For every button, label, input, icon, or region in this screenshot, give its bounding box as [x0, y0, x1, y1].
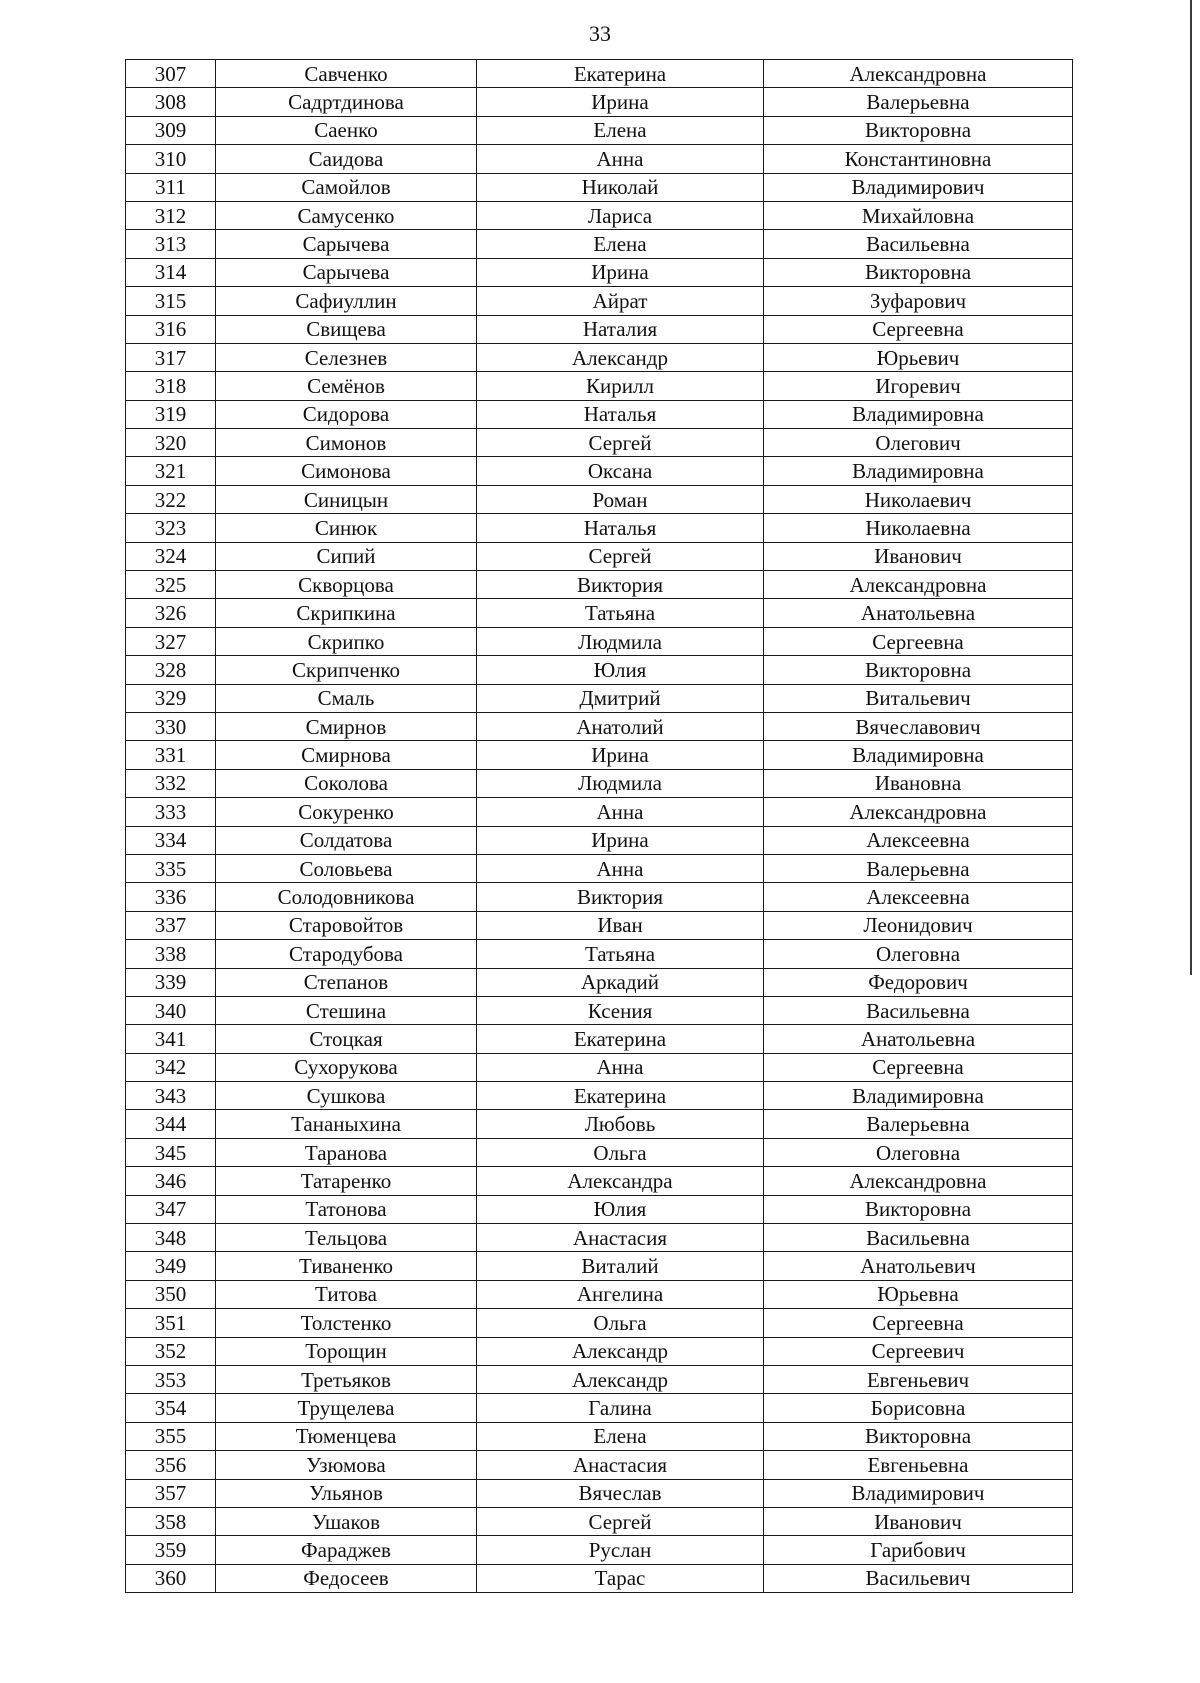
last-name-cell: Сарычева: [216, 258, 477, 286]
table-row: [126, 1110, 1073, 1138]
table-row: [126, 599, 1073, 627]
patronymic-cell: Юрьевна: [764, 1280, 1073, 1308]
row-number-cell: 316: [126, 315, 216, 343]
patronymic-cell: Валерьевна: [764, 854, 1073, 882]
row-number-cell: 348: [126, 1224, 216, 1252]
table-row: [126, 1564, 1073, 1592]
patronymic-cell: Анатольевна: [764, 1025, 1073, 1053]
last-name-cell: Скрипко: [216, 627, 477, 655]
last-name-cell: Сарычева: [216, 230, 477, 258]
table-row: [126, 173, 1073, 201]
last-name-cell: Узюмова: [216, 1451, 477, 1479]
first-name-cell: Татьяна: [477, 599, 764, 627]
table-row: [126, 230, 1073, 258]
table-row: [126, 343, 1073, 371]
last-name-cell: Татаренко: [216, 1167, 477, 1195]
patronymic-cell: Валерьевна: [764, 88, 1073, 116]
roster-body: [126, 60, 1073, 1593]
patronymic-cell: Николаевна: [764, 514, 1073, 542]
page-number: 33: [589, 21, 611, 46]
table-row: [126, 1365, 1073, 1393]
patronymic-cell: Евгеньевич: [764, 1365, 1073, 1393]
row-number-cell: 339: [126, 968, 216, 996]
table-row: [126, 88, 1073, 116]
patronymic-cell: Ивановна: [764, 769, 1073, 797]
row-number-cell: 329: [126, 684, 216, 712]
row-number-cell: 333: [126, 798, 216, 826]
row-number-cell: 344: [126, 1110, 216, 1138]
last-name-cell: Татонова: [216, 1195, 477, 1223]
first-name-cell: Иван: [477, 911, 764, 939]
last-name-cell: Садртдинова: [216, 88, 477, 116]
table-row: [126, 514, 1073, 542]
last-name-cell: Сушкова: [216, 1082, 477, 1110]
table-row: [126, 315, 1073, 343]
patronymic-cell: Владимировна: [764, 400, 1073, 428]
row-number-cell: 334: [126, 826, 216, 854]
first-name-cell: Вячеслав: [477, 1479, 764, 1507]
last-name-cell: Саенко: [216, 116, 477, 144]
first-name-cell: Виктория: [477, 883, 764, 911]
row-number-cell: 314: [126, 258, 216, 286]
patronymic-cell: Игоревич: [764, 372, 1073, 400]
first-name-cell: Виталий: [477, 1252, 764, 1280]
last-name-cell: Старовойтов: [216, 911, 477, 939]
table-row: [126, 968, 1073, 996]
first-name-cell: Александр: [477, 1337, 764, 1365]
last-name-cell: Смирнов: [216, 712, 477, 740]
first-name-cell: Наталья: [477, 400, 764, 428]
first-name-cell: Юлия: [477, 1195, 764, 1223]
last-name-cell: Самойлов: [216, 173, 477, 201]
scan-edge-line: [1190, 0, 1192, 975]
row-number-cell: 351: [126, 1309, 216, 1337]
patronymic-cell: Олеговна: [764, 940, 1073, 968]
row-number-cell: 321: [126, 457, 216, 485]
last-name-cell: Селезнев: [216, 343, 477, 371]
patronymic-cell: Борисовна: [764, 1394, 1073, 1422]
last-name-cell: Скворцова: [216, 571, 477, 599]
first-name-cell: Кирилл: [477, 372, 764, 400]
first-name-cell: Анатолий: [477, 712, 764, 740]
row-number-cell: 327: [126, 627, 216, 655]
patronymic-cell: Сергеевна: [764, 1053, 1073, 1081]
table-row: [126, 1422, 1073, 1450]
last-name-cell: Синицын: [216, 485, 477, 513]
row-number-cell: 349: [126, 1252, 216, 1280]
first-name-cell: Дмитрий: [477, 684, 764, 712]
table-row: [126, 1536, 1073, 1564]
row-number-cell: 338: [126, 940, 216, 968]
first-name-cell: Сергей: [477, 542, 764, 570]
row-number-cell: 325: [126, 571, 216, 599]
last-name-cell: Солдатова: [216, 826, 477, 854]
first-name-cell: Лариса: [477, 201, 764, 229]
last-name-cell: Таранова: [216, 1138, 477, 1166]
table-row: [126, 798, 1073, 826]
patronymic-cell: Витальевич: [764, 684, 1073, 712]
last-name-cell: Федосеев: [216, 1564, 477, 1592]
last-name-cell: Стешина: [216, 996, 477, 1024]
last-name-cell: Соколова: [216, 769, 477, 797]
table-row: [126, 911, 1073, 939]
row-number-cell: 319: [126, 400, 216, 428]
first-name-cell: Оксана: [477, 457, 764, 485]
first-name-cell: Любовь: [477, 1110, 764, 1138]
row-number-cell: 323: [126, 514, 216, 542]
row-number-cell: 343: [126, 1082, 216, 1110]
row-number-cell: 320: [126, 429, 216, 457]
patronymic-cell: Викторовна: [764, 1422, 1073, 1450]
row-number-cell: 331: [126, 741, 216, 769]
row-number-cell: 358: [126, 1507, 216, 1535]
row-number-cell: 347: [126, 1195, 216, 1223]
roster-table: [125, 59, 1073, 1593]
patronymic-cell: Алексеевна: [764, 883, 1073, 911]
table-row: [126, 201, 1073, 229]
patronymic-cell: Сергеевна: [764, 1309, 1073, 1337]
first-name-cell: Александр: [477, 1365, 764, 1393]
row-number-cell: 359: [126, 1536, 216, 1564]
last-name-cell: Трущелева: [216, 1394, 477, 1422]
last-name-cell: Сафиуллин: [216, 287, 477, 315]
last-name-cell: Тиваненко: [216, 1252, 477, 1280]
last-name-cell: Толстенко: [216, 1309, 477, 1337]
table-row: [126, 826, 1073, 854]
last-name-cell: Сидорова: [216, 400, 477, 428]
last-name-cell: Ушаков: [216, 1507, 477, 1535]
row-number-cell: 354: [126, 1394, 216, 1422]
last-name-cell: Скрипкина: [216, 599, 477, 627]
patronymic-cell: Вячеславович: [764, 712, 1073, 740]
row-number-cell: 356: [126, 1451, 216, 1479]
first-name-cell: Николай: [477, 173, 764, 201]
table-row: [126, 372, 1073, 400]
patronymic-cell: Викторовна: [764, 116, 1073, 144]
first-name-cell: Ксения: [477, 996, 764, 1024]
row-number-cell: 357: [126, 1479, 216, 1507]
patronymic-cell: Михайловна: [764, 201, 1073, 229]
patronymic-cell: Алексеевна: [764, 826, 1073, 854]
last-name-cell: Солодовникова: [216, 883, 477, 911]
first-name-cell: Наталия: [477, 315, 764, 343]
table-row: [126, 1394, 1073, 1422]
patronymic-cell: Юрьевич: [764, 343, 1073, 371]
last-name-cell: Савченко: [216, 60, 477, 88]
last-name-cell: Смаль: [216, 684, 477, 712]
table-row: [126, 996, 1073, 1024]
first-name-cell: Анна: [477, 145, 764, 173]
table-row: [126, 1252, 1073, 1280]
row-number-cell: 335: [126, 854, 216, 882]
table-row: [126, 258, 1073, 286]
patronymic-cell: Федорович: [764, 968, 1073, 996]
last-name-cell: Соловьева: [216, 854, 477, 882]
last-name-cell: Синюк: [216, 514, 477, 542]
patronymic-cell: Иванович: [764, 542, 1073, 570]
first-name-cell: Сергей: [477, 1507, 764, 1535]
row-number-cell: 345: [126, 1138, 216, 1166]
row-number-cell: 341: [126, 1025, 216, 1053]
patronymic-cell: Сергеевна: [764, 315, 1073, 343]
row-number-cell: 313: [126, 230, 216, 258]
last-name-cell: Семёнов: [216, 372, 477, 400]
last-name-cell: Симонов: [216, 429, 477, 457]
last-name-cell: Сокуренко: [216, 798, 477, 826]
patronymic-cell: Александровна: [764, 798, 1073, 826]
first-name-cell: Галина: [477, 1394, 764, 1422]
table-row: [126, 400, 1073, 428]
last-name-cell: Титова: [216, 1280, 477, 1308]
table-row: [126, 116, 1073, 144]
first-name-cell: Ирина: [477, 826, 764, 854]
first-name-cell: Татьяна: [477, 940, 764, 968]
patronymic-cell: Владимировна: [764, 1082, 1073, 1110]
first-name-cell: Екатерина: [477, 1082, 764, 1110]
table-row: [126, 656, 1073, 684]
table-row: [126, 1082, 1073, 1110]
row-number-cell: 336: [126, 883, 216, 911]
row-number-cell: 318: [126, 372, 216, 400]
last-name-cell: Скрипченко: [216, 656, 477, 684]
table-row: [126, 684, 1073, 712]
patronymic-cell: Викторовна: [764, 258, 1073, 286]
row-number-cell: 353: [126, 1365, 216, 1393]
first-name-cell: Анна: [477, 854, 764, 882]
row-number-cell: 355: [126, 1422, 216, 1450]
first-name-cell: Людмила: [477, 769, 764, 797]
first-name-cell: Роман: [477, 485, 764, 513]
row-number-cell: 312: [126, 201, 216, 229]
first-name-cell: Александр: [477, 343, 764, 371]
row-number-cell: 330: [126, 712, 216, 740]
patronymic-cell: Олегович: [764, 429, 1073, 457]
last-name-cell: Торощин: [216, 1337, 477, 1365]
row-number-cell: 352: [126, 1337, 216, 1365]
patronymic-cell: Александровна: [764, 571, 1073, 599]
row-number-cell: 346: [126, 1167, 216, 1195]
patronymic-cell: Викторовна: [764, 656, 1073, 684]
row-number-cell: 324: [126, 542, 216, 570]
first-name-cell: Елена: [477, 230, 764, 258]
first-name-cell: Ольга: [477, 1309, 764, 1337]
table-row: [126, 1337, 1073, 1365]
first-name-cell: Ирина: [477, 258, 764, 286]
first-name-cell: Ангелина: [477, 1280, 764, 1308]
row-number-cell: 307: [126, 60, 216, 88]
row-number-cell: 360: [126, 1564, 216, 1592]
last-name-cell: Третьяков: [216, 1365, 477, 1393]
first-name-cell: Анастасия: [477, 1451, 764, 1479]
last-name-cell: Саидова: [216, 145, 477, 173]
patronymic-cell: Васильевна: [764, 996, 1073, 1024]
row-number-cell: 328: [126, 656, 216, 684]
first-name-cell: Руслан: [477, 1536, 764, 1564]
row-number-cell: 309: [126, 116, 216, 144]
last-name-cell: Стоцкая: [216, 1025, 477, 1053]
row-number-cell: 311: [126, 173, 216, 201]
first-name-cell: Людмила: [477, 627, 764, 655]
patronymic-cell: Александровна: [764, 1167, 1073, 1195]
table-row: [126, 1309, 1073, 1337]
last-name-cell: Сухорукова: [216, 1053, 477, 1081]
patronymic-cell: Олеговна: [764, 1138, 1073, 1166]
patronymic-cell: Константиновна: [764, 145, 1073, 173]
last-name-cell: Самусенко: [216, 201, 477, 229]
patronymic-cell: Анатольевич: [764, 1252, 1073, 1280]
table-row: [126, 1479, 1073, 1507]
patronymic-cell: Владимирович: [764, 1479, 1073, 1507]
row-number-cell: 342: [126, 1053, 216, 1081]
first-name-cell: Юлия: [477, 656, 764, 684]
table-row: [126, 485, 1073, 513]
table-row: [126, 571, 1073, 599]
table-row: [126, 457, 1073, 485]
table-row: [126, 712, 1073, 740]
last-name-cell: Тюменцева: [216, 1422, 477, 1450]
first-name-cell: Аркадий: [477, 968, 764, 996]
table-row: [126, 854, 1073, 882]
table-row: [126, 1224, 1073, 1252]
table-row: [126, 145, 1073, 173]
table-row: [126, 627, 1073, 655]
table-row: [126, 1025, 1073, 1053]
last-name-cell: Тананыхина: [216, 1110, 477, 1138]
row-number-cell: 326: [126, 599, 216, 627]
first-name-cell: Сергей: [477, 429, 764, 457]
patronymic-cell: Сергеевна: [764, 627, 1073, 655]
first-name-cell: Екатерина: [477, 60, 764, 88]
first-name-cell: Анастасия: [477, 1224, 764, 1252]
patronymic-cell: Васильевна: [764, 230, 1073, 258]
last-name-cell: Свищева: [216, 315, 477, 343]
table-row: [126, 940, 1073, 968]
last-name-cell: Сипий: [216, 542, 477, 570]
patronymic-cell: Владимировна: [764, 457, 1073, 485]
patronymic-cell: Евгеньевна: [764, 1451, 1073, 1479]
first-name-cell: Екатерина: [477, 1025, 764, 1053]
table-row: [126, 1195, 1073, 1223]
first-name-cell: Елена: [477, 1422, 764, 1450]
first-name-cell: Анна: [477, 798, 764, 826]
last-name-cell: Ульянов: [216, 1479, 477, 1507]
first-name-cell: Айрат: [477, 287, 764, 315]
patronymic-cell: Валерьевна: [764, 1110, 1073, 1138]
table-row: [126, 741, 1073, 769]
patronymic-cell: Васильевич: [764, 1564, 1073, 1592]
last-name-cell: Тельцова: [216, 1224, 477, 1252]
table-row: [126, 542, 1073, 570]
patronymic-cell: Васильевна: [764, 1224, 1073, 1252]
patronymic-cell: Александровна: [764, 60, 1073, 88]
row-number-cell: 315: [126, 287, 216, 315]
table-row: [126, 1507, 1073, 1535]
last-name-cell: Фараджев: [216, 1536, 477, 1564]
patronymic-cell: Леонидович: [764, 911, 1073, 939]
patronymic-cell: Зуфарович: [764, 287, 1073, 315]
first-name-cell: Ирина: [477, 741, 764, 769]
row-number-cell: 308: [126, 88, 216, 116]
table-row: [126, 287, 1073, 315]
row-number-cell: 317: [126, 343, 216, 371]
patronymic-cell: Владимировна: [764, 741, 1073, 769]
table-row: [126, 769, 1073, 797]
last-name-cell: Степанов: [216, 968, 477, 996]
row-number-cell: 322: [126, 485, 216, 513]
table-row: [126, 1451, 1073, 1479]
patronymic-cell: Иванович: [764, 1507, 1073, 1535]
last-name-cell: Стародубова: [216, 940, 477, 968]
patronymic-cell: Викторовна: [764, 1195, 1073, 1223]
patronymic-cell: Николаевич: [764, 485, 1073, 513]
patronymic-cell: Гарибович: [764, 1536, 1073, 1564]
row-number-cell: 332: [126, 769, 216, 797]
first-name-cell: Елена: [477, 116, 764, 144]
first-name-cell: Ирина: [477, 88, 764, 116]
patronymic-cell: Сергеевич: [764, 1337, 1073, 1365]
table-row: [126, 1280, 1073, 1308]
table-row: [126, 883, 1073, 911]
table-row: [126, 429, 1073, 457]
patronymic-cell: Анатольевна: [764, 599, 1073, 627]
row-number-cell: 337: [126, 911, 216, 939]
last-name-cell: Смирнова: [216, 741, 477, 769]
first-name-cell: Александра: [477, 1167, 764, 1195]
table-row: [126, 1138, 1073, 1166]
table-row: [126, 1053, 1073, 1081]
first-name-cell: Виктория: [477, 571, 764, 599]
first-name-cell: Анна: [477, 1053, 764, 1081]
row-number-cell: 310: [126, 145, 216, 173]
first-name-cell: Ольга: [477, 1138, 764, 1166]
first-name-cell: Наталья: [477, 514, 764, 542]
patronymic-cell: Владимирович: [764, 173, 1073, 201]
table-row: [126, 60, 1073, 88]
row-number-cell: 340: [126, 996, 216, 1024]
row-number-cell: 350: [126, 1280, 216, 1308]
first-name-cell: Тарас: [477, 1564, 764, 1592]
last-name-cell: Симонова: [216, 457, 477, 485]
table-row: [126, 1167, 1073, 1195]
